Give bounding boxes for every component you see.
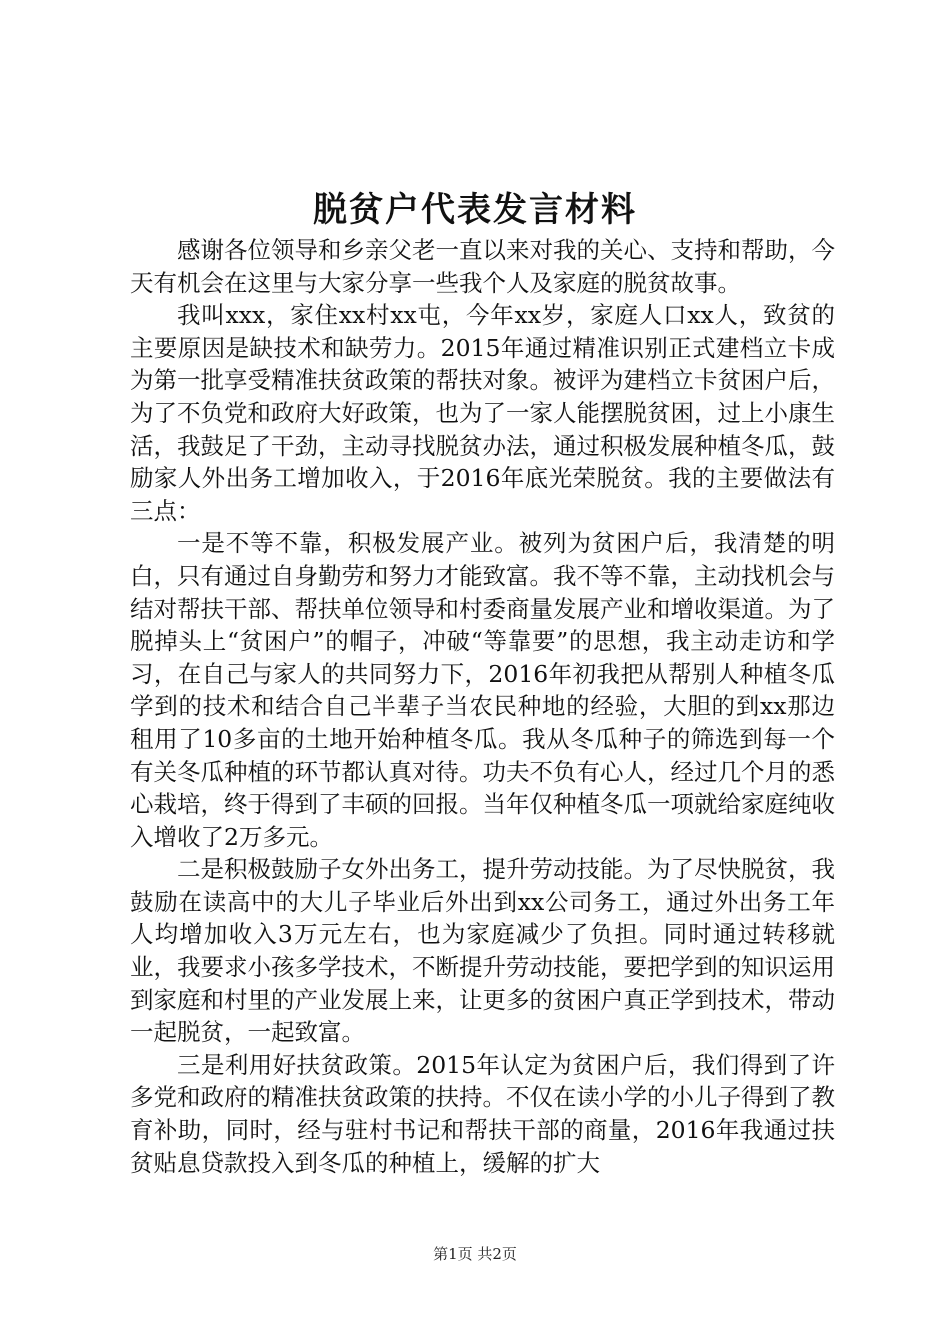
paragraph-point-one: 一是不等不靠，积极发展产业。被列为贫困户后，我清楚的明白，只有通过自身勤劳和努力才能致富。我不等不靠，主动找机会与结对帮扶干部、帮扶单位领导和村委商量发展产业和增收渠道。为了脱掉头上“贫困户”的帽子，冲破“等靠要”的思想，我主动走访和学习，在自己与家人的共同努力下，2016年初我把从帮别人种植冬瓜学到的技术和结合自己半辈子当农民种地的经验，大胆的到xx那边租用了10多亩的土地开始种植冬瓜。我从冬瓜种子的筛选到每一个有关冬瓜种植的环节都认真对待。功夫不负有心人，经过几个月的悉心栽培，终于得到了丰硕的回报。当年仅种植冬瓜一项就给家庭纯收入增收了2万多元。 (130, 529, 835, 851)
document-body (130, 234, 835, 1179)
document-title: 脱贫户代表发言材料 (313, 190, 637, 230)
paragraph-point-two: 二是积极鼓励子女外出务工，提升劳动技能。为了尽快脱贫，我鼓励在读高中的大儿子毕业后外出到xx公司务工，通过外出务工年人均增加收入3万元左右，也为家庭减少了负担。同时通过转移就业，我要求小孩多学技术，不断提升劳动技能，要把学到的知识运用到家庭和村里的产业发展上来，让更多的贫困户真正学到技术，带动一起脱贫，一起致富。 (130, 855, 835, 1047)
page-number-footer: 第1页 共2页 (433, 1245, 517, 1263)
paragraph-intro: 感谢各位领导和乡亲父老一直以来对我的关心、支持和帮助，今天有机会在这里与大家分享一些我个人及家庭的脱贫故事。 (130, 236, 835, 297)
paragraph-background: 我叫xxx，家住xx村xx屯，今年xx岁，家庭人口xx人，致贫的主要原因是缺技术和缺劳力。2015年通过精准识别正式建档立卡成为第一批享受精准扶贫政策的帮扶对象。被评为建档立卡贫困户后，为了不负党和政府大好政策，也为了一家人能摆脱贫困，过上小康生活，我鼓足了干劲，主动寻找脱贫办法，通过积极发展种植冬瓜，鼓励家人外出务工增加收入，于2016年底光荣脱贫。我的主要做法有三点： (130, 301, 835, 525)
paragraph-point-three: 三是利用好扶贫政策。2015年认定为贫困户后，我们得到了许多党和政府的精准扶贫政策的扶持。不仅在读小学的小儿子得到了教育补助，同时，经与驻村书记和帮扶干部的商量，2016年我通过扶贫贴息贷款投入到冬瓜的种植上，缓解的扩大 (130, 1050, 835, 1177)
